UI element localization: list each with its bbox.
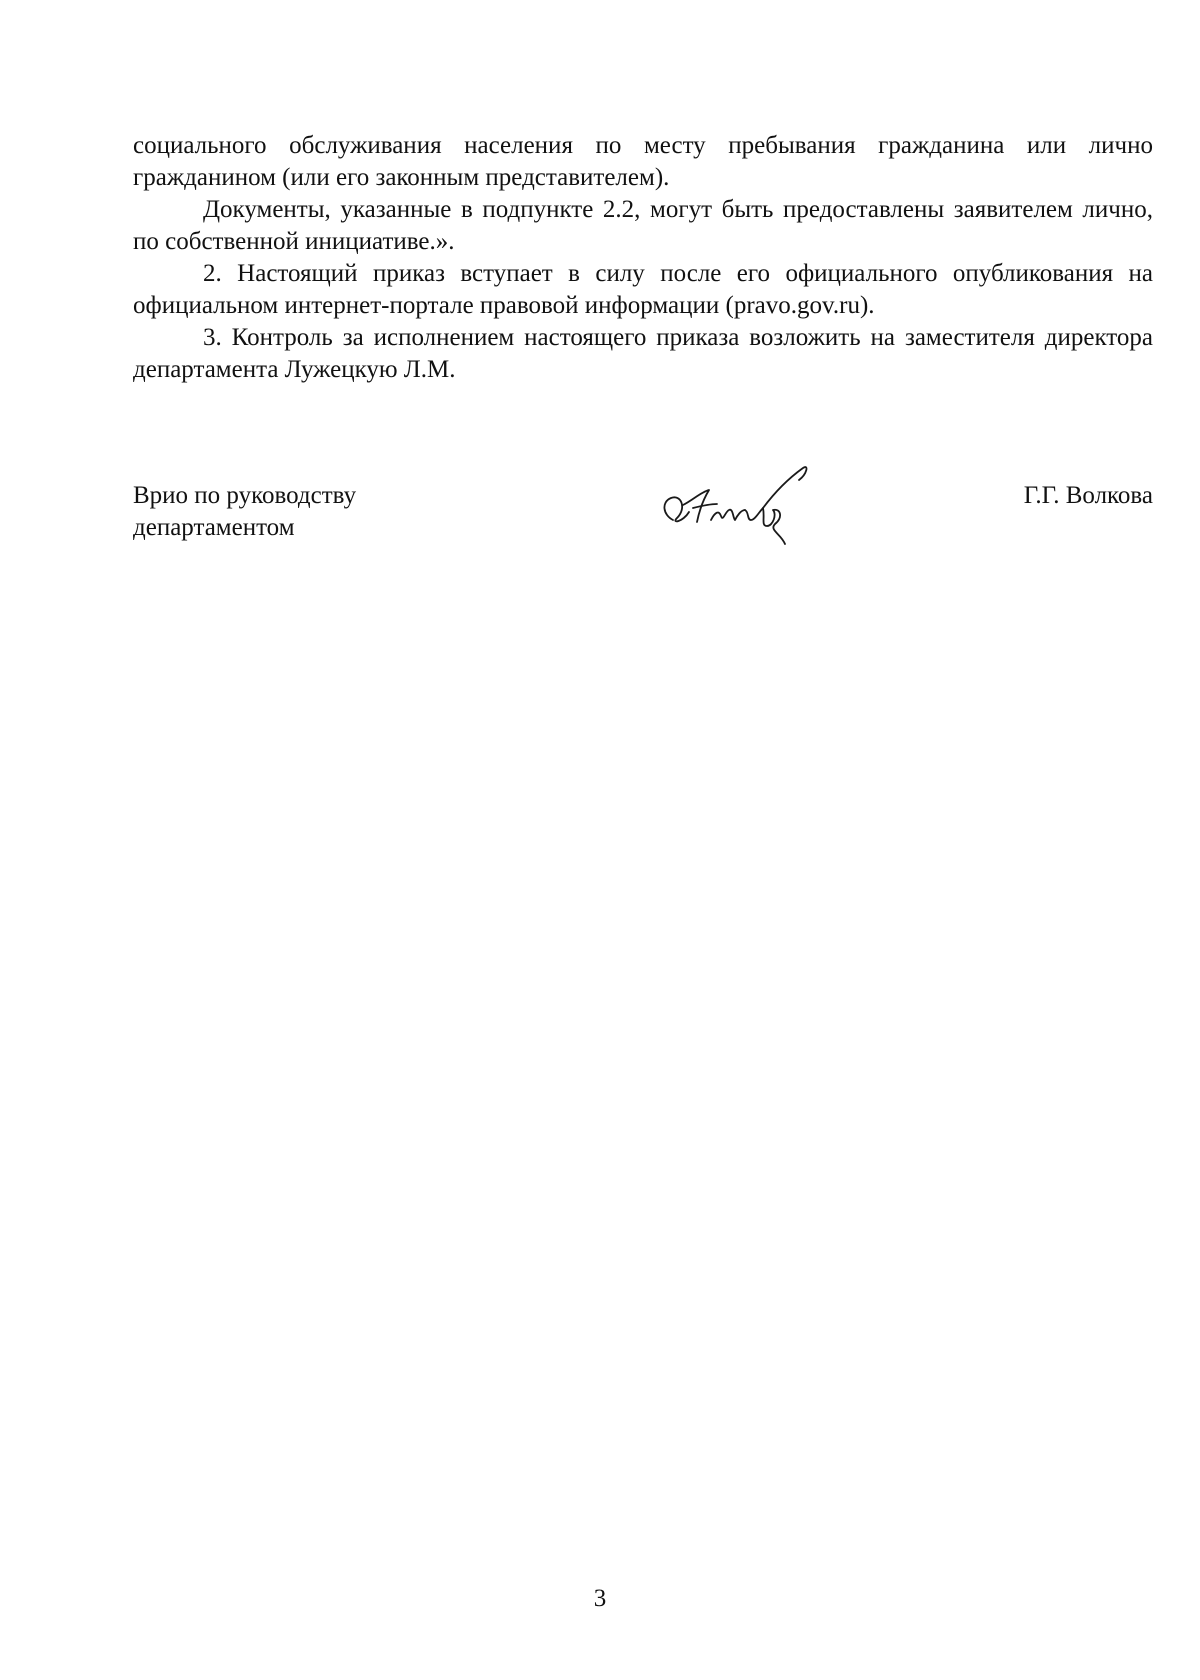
paragraph-item-3: 3. Контроль за исполнением настоящего приказа возложить на заместителя директора департамента Лужецкую Л.М. xyxy=(133,324,1153,383)
signatory-title-line-2: департаментом xyxy=(133,514,295,541)
signatory-title-line-1: Врио по руководству xyxy=(133,482,357,509)
paragraph-item-2: 2. Настоящий приказ вступает в силу после его официального опубликования на официальном интернет-портале правовой информации (pravo.gov.ru). xyxy=(133,260,1153,319)
signatory-title xyxy=(133,480,356,544)
paragraph-continuation: социального обслуживания населения по месту пребывания гражданина или лично гражданином (или его законным представителем). xyxy=(133,132,1153,191)
signature-block xyxy=(133,480,1153,600)
page-number: 3 xyxy=(593,1585,607,1612)
signatory-name: Г.Г. Волкова xyxy=(1023,482,1153,509)
handwritten-signature xyxy=(653,460,823,550)
paragraph-documents: Документы, указанные в подпункте 2.2, могут быть предоставлены заявителем лично, по собственной инициативе.». xyxy=(133,196,1153,255)
document-body xyxy=(133,130,1153,386)
